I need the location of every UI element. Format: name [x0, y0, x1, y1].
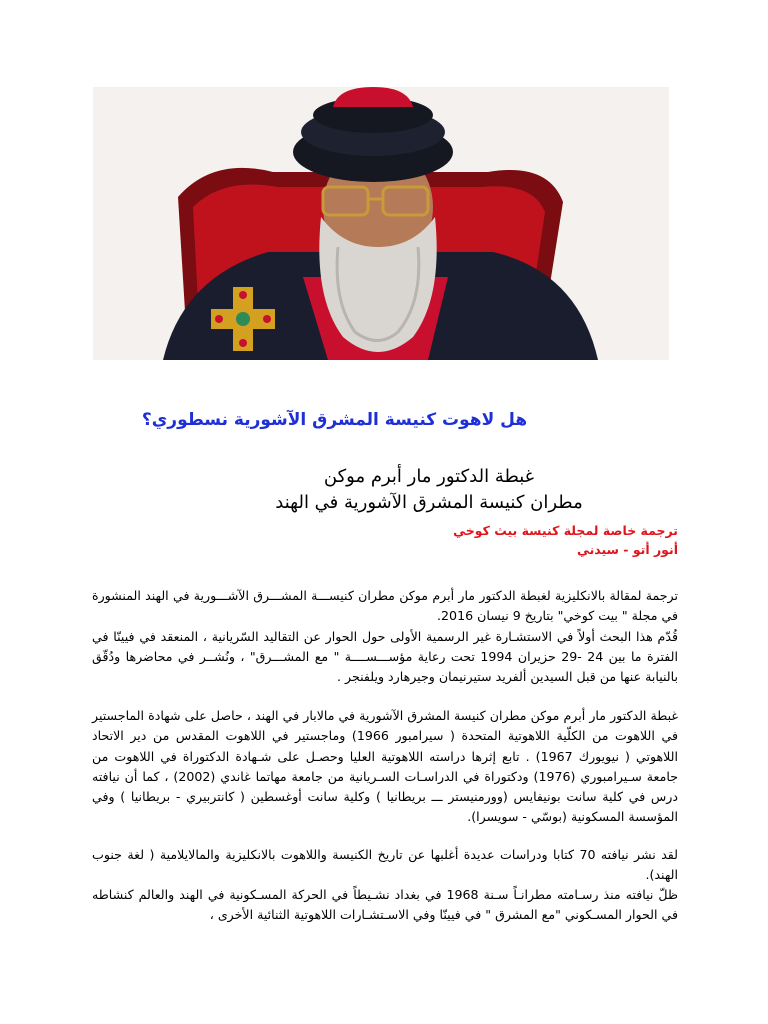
- translation-credit: ترجمة خاصة لمجلة كنيسة بيث كوخي: [453, 523, 678, 538]
- paragraph-publications: لقد نشر نيافته 70 كتابا ودراسات عديدة أغلبها عن تاريخ الكنيسة واللاهوت بالانكليزية والمالايلامية ( لغة جنوب الهند).: [92, 847, 679, 883]
- paragraph-ecumenism: ظلّ نيافته منذ رسـامته مطرانـاً سـنة 1968 في بغداد نشـيطاً في الحركة المسـكونية في الهند والعالم كنشاطه في الحوار المسـكوني "مع المشرق " في فيينّا وفي الاسـتشـارات اللاهوتية الثنائية الأخرى ،: [92, 887, 678, 923]
- article-title: هل لاهوت كنيسة المشرق الآشورية نسطوري؟: [141, 410, 528, 430]
- paragraph-text: قُدّم هذا البحث أولاً في الاستشـارة غير الرسمية الأولى حول الحوار عن التقاليد السّريانية ، المنعقد في فيينّا في الفترة ما بين 24 -29 حزيران 1994 تحت رعاية مؤســـســــة " مع المشـــرق" ، ونُشــر في محاضرها ودُقّق بالنيابة عنها من قبل السيدين ألفريد ستيرنيمان وجيرهارد ويلفنجر .: [92, 628, 678, 685]
- author-name: غبطة الدكتور مار أبرم موكن: [323, 466, 535, 487]
- paragraph-intro: [92, 586, 678, 687]
- paragraph-text: ترجمة لمقالة بالانكليزية لغبطة الدكتور مار أبرم موكن مطران كنيســـة المشـــرق الآشـــورية في الهند المنشورة في مجلة " بيت كوخي" بتاريخ 9 نيسان 2016.: [92, 588, 678, 624]
- portrait-photo: [93, 87, 669, 360]
- author-position: مطران كنيسة المشرق الآشورية في الهند: [275, 492, 583, 513]
- translator-name: أنور أتو - سيدني: [576, 542, 678, 557]
- paragraph-biography: غبطة الدكتور مار أبرم موكن مطران كنيسة المشرق الآشورية في مالابار في الهند ، حاصل على شهادة الماجستير في اللاهوت من الكلّية اللاهوتية المتحدة ( سيرامبور 1966) وماجستير في اللاهوت المقدس من دير الاتحاد اللاهوتي ( نيويورك 1967) . تابع إثرها دراسته اللاهوتية العليا وحصـل على شـهادة الدكتوراة في اللاهوت من جامعة سـيرامبوري (1976) ودكتوراة في الدراسـات السـريانية من جامعة مهاتما غاندي (2002) ، كما أن نيافته درس في كلية سانت بونيفايس (وورمنيستر ـــ بريطانيا ) وكلية سانت أوغسطين ( كانتربيري - بريطانيا ) وفي المؤسسة المسكونية (بوسّي - سويسرا).: [92, 708, 678, 825]
